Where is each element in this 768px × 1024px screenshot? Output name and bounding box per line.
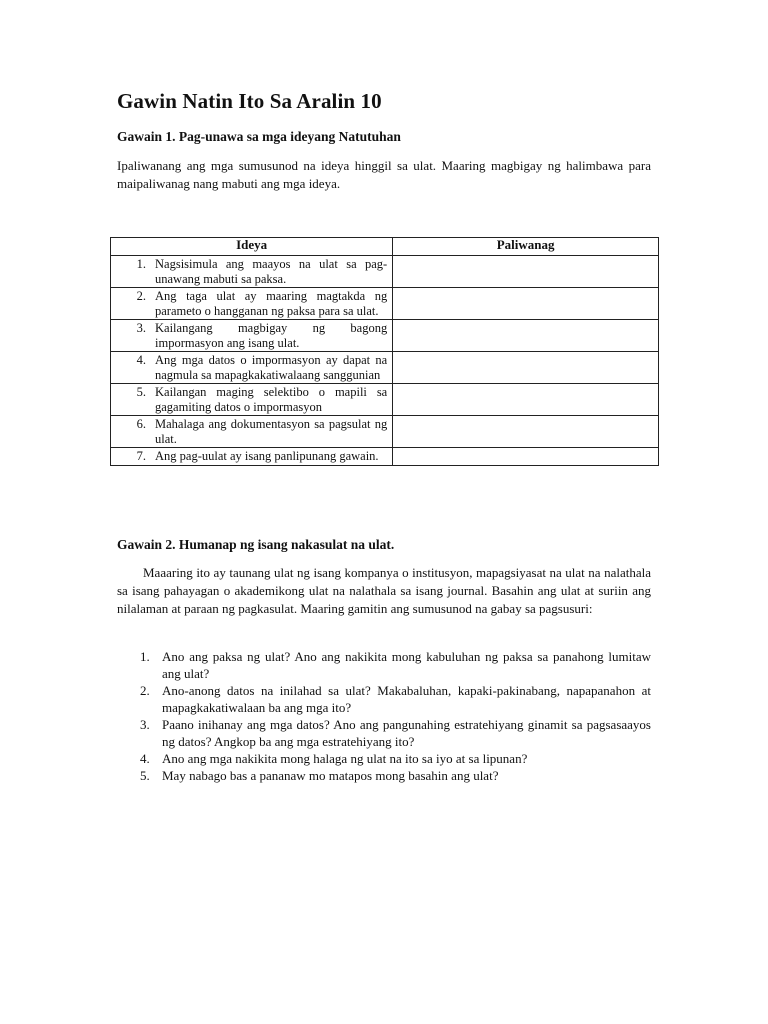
gawain-2-paragraph: Maaaring ito ay taunang ulat ng isang kompanya o institusyon, mapagsiyasat na ulat na nalathala sa isang pahayagan o akademikong ulat na nalathala sa isang journal. Basahin ang ulat at suriin ang nilalaman at paraan ng pagkasulat. Maaring gamitin ang sumusunod na gabay sa pagsusuri: <box>117 565 651 616</box>
question-text: Ano ang paksa ng ulat? Ano ang nakikita mong kabuluhan ng paksa sa panahong lumitaw ang ulat? <box>162 649 651 681</box>
question-number: 1. <box>140 649 150 664</box>
column-header-ideya: Ideya <box>111 238 393 256</box>
table-row <box>111 320 659 352</box>
gawain-2-heading: Gawain 2. Humanap ng isang nakasulat na ulat. <box>117 537 395 552</box>
table-header-row <box>111 238 659 256</box>
table-row <box>111 256 659 288</box>
paliwanag-cell[interactable] <box>393 416 659 448</box>
list-item <box>117 767 651 784</box>
idea-text: Ang taga ulat ay maaring magtakda ng parameto o hangganan ng paksa para sa ulat. <box>155 289 388 318</box>
list-item <box>117 682 651 716</box>
question-number: 4. <box>140 751 150 766</box>
table-row <box>111 416 659 448</box>
question-number: 3. <box>140 717 150 732</box>
table-row <box>111 288 659 320</box>
paliwanag-cell[interactable] <box>393 256 659 288</box>
paliwanag-cell[interactable] <box>393 448 659 466</box>
idea-cell <box>111 416 393 448</box>
column-header-paliwanag: Paliwanag <box>393 238 659 256</box>
row-number: 4. <box>136 353 146 367</box>
row-number: 1. <box>136 257 146 271</box>
row-number: 6. <box>136 417 146 431</box>
row-number: 3. <box>136 321 146 335</box>
paliwanag-cell[interactable] <box>393 320 659 352</box>
list-item <box>117 716 651 750</box>
idea-text: Ang pag-uulat ay isang panlipunang gawain. <box>155 449 379 463</box>
page-title: Gawin Natin Ito Sa Aralin 10 <box>117 89 382 113</box>
idea-cell <box>111 448 393 466</box>
idea-text: Kailangan maging selektibo o mapili sa gagamiting datos o impormasyon <box>155 385 388 414</box>
question-number: 2. <box>140 683 150 698</box>
table-row <box>111 352 659 384</box>
question-number: 5. <box>140 768 150 783</box>
row-number: 5. <box>136 385 146 399</box>
gawain-1-instructions: Ipaliwanang ang mga sumusunod na ideya hinggil sa ulat. Maaring magbigay ng halimbawa para maipaliwanag nang mabuti ang mga ideya. <box>117 158 651 191</box>
question-text: Ano ang mga nakikita mong halaga ng ulat na ito sa iyo at sa lipunan? <box>162 751 528 766</box>
row-number: 2. <box>136 289 146 303</box>
idea-text: Ang mga datos o impormasyon ay dapat na nagmula sa mapagkakatiwalaang sanggunian <box>155 353 388 382</box>
table-row <box>111 448 659 466</box>
guide-questions-list <box>117 648 651 784</box>
list-item <box>117 648 651 682</box>
paliwanag-cell[interactable] <box>393 384 659 416</box>
list-item <box>117 750 651 767</box>
idea-text: Kailangang magbigay ng bagong impormasyon ang isang ulat. <box>155 321 388 350</box>
ideas-table <box>110 237 659 466</box>
idea-cell <box>111 352 393 384</box>
idea-text: Nagsisimula ang maayos na ulat sa pag-unawang mabuti sa paksa. <box>155 257 388 286</box>
question-text: May nabago bas a pananaw mo matapos mong basahin ang ulat? <box>162 768 499 783</box>
idea-cell <box>111 288 393 320</box>
row-number: 7. <box>136 449 146 463</box>
idea-cell <box>111 256 393 288</box>
gawain-1-heading: Gawain 1. Pag-unawa sa mga ideyang Natutuhan <box>117 129 401 144</box>
idea-cell <box>111 320 393 352</box>
paliwanag-cell[interactable] <box>393 352 659 384</box>
idea-text: Mahalaga ang dokumentasyon sa pagsulat ng ulat. <box>155 417 388 446</box>
document-page <box>117 88 651 783</box>
question-text: Ano-anong datos na inilahad sa ulat? Makabaluhan, kapaki-pakinabang, napapanahon at mapagkakatiwalaan ba ang mga ito? <box>162 683 651 715</box>
idea-cell <box>111 384 393 416</box>
paliwanag-cell[interactable] <box>393 288 659 320</box>
question-text: Paano inihanay ang mga datos? Ano ang pangunahing estratehiyang ginamit sa pagsasaayos ng datos? Angkop ba ang mga estratehiyang ito? <box>162 717 651 749</box>
table-row <box>111 384 659 416</box>
